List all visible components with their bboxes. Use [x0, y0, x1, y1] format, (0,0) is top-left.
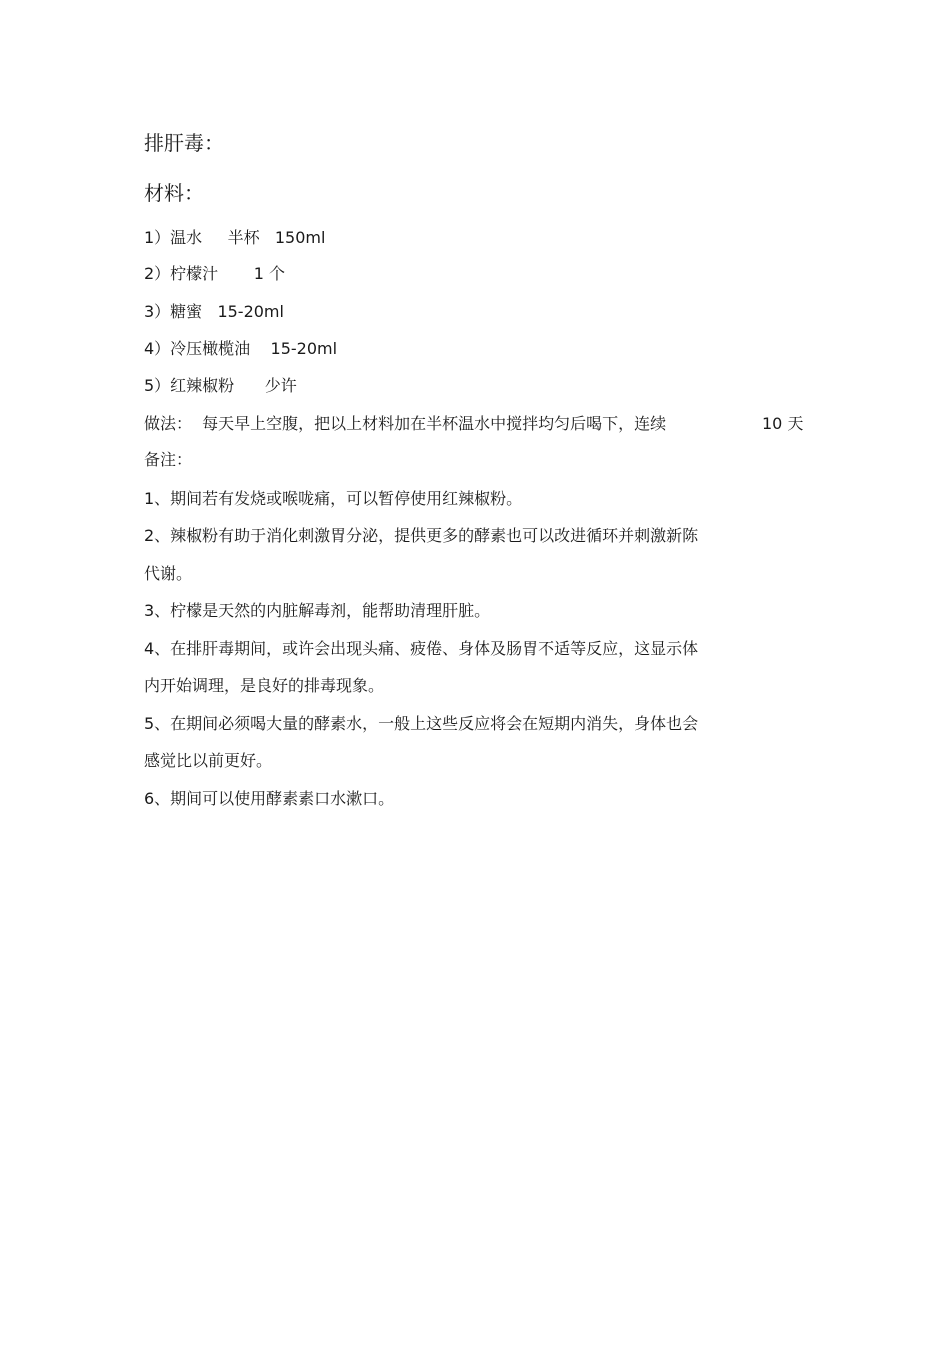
- notes-heading: 备注：: [144, 450, 193, 469]
- note-4-cont: 内开始调理，是良好的排毒现象。: [144, 676, 385, 695]
- note-2-cont: 代谢。: [144, 564, 193, 583]
- ingredient-3: 3）糖蜜 15-20ml: [144, 302, 284, 321]
- materials-heading: 材料：: [144, 181, 204, 205]
- note-6: 6、期间可以使用酵素素口水漱口。: [144, 789, 395, 808]
- note-3: 3、柠檬是天然的内脏解毒剂，能帮助清理肝脏。: [144, 601, 491, 620]
- note-5: 5、在期间必须喝大量的酵素水，一般上这些反应将会在短期内消失，身体也会: [144, 714, 699, 733]
- method-duration: 10 天: [762, 414, 804, 433]
- note-1: 1、期间若有发烧或喉咙痛，可以暂停使用红辣椒粉。: [144, 489, 523, 508]
- method-text: 做法： 每天早上空腹，把以上材料加在半杯温水中搅拌均匀后喝下，连续: [144, 414, 667, 433]
- ingredient-4: 4）冷压橄榄油 15-20ml: [144, 339, 338, 358]
- ingredient-1: 1）温水 半杯 150ml: [144, 228, 326, 247]
- note-5-cont: 感觉比以前更好。: [144, 751, 273, 770]
- note-2: 2、辣椒粉有助于消化刺激胃分泌，提供更多的酵素也可以改进循环并刺激新陈: [144, 526, 699, 545]
- page-title: 排肝毒：: [144, 131, 224, 155]
- ingredient-2: 2）柠檬汁 1 个: [144, 264, 286, 283]
- note-4: 4、在排肝毒期间，或许会出现头痛、疲倦、身体及肠胃不适等反应，这显示体: [144, 639, 699, 658]
- ingredient-5: 5）红辣椒粉 少许: [144, 376, 297, 395]
